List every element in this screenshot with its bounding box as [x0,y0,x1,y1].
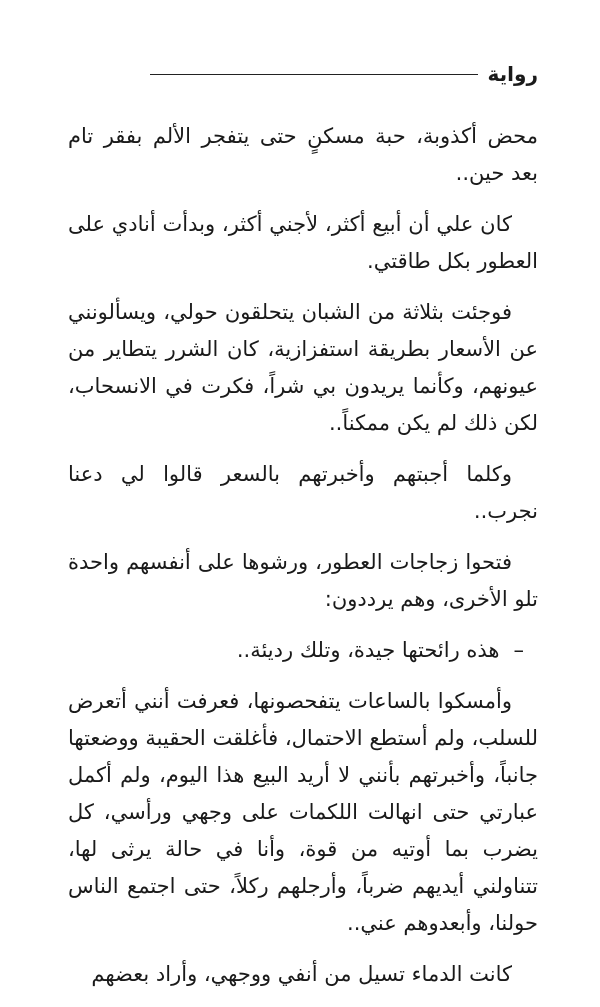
body-text [68,118,538,1007]
paragraph: كانت الدماء تسيل من أنفي ووجهي، وأراد بعضهم [91,962,512,986]
dialogue-dash: – [513,638,524,662]
dialogue-line [68,632,538,669]
section-title: رواية [487,62,538,86]
paragraph: محض أكذوبة، حبة مسكنٍ حتى يتفجر الألم بفقر تام بعد حين.. [68,124,538,185]
paragraph: فتحوا زجاجات العطور، ورشوها على أنفسهم واحدة تلو الأخرى، وهم يرددون: [68,550,538,611]
paragraph: وأمسكوا بالساعات يتفحصونها، فعرفت أنني أتعرض للسلب، ولم أستطع الاحتمال، فأغلقت الحقيبة ووضعتها جانباً، وأخبرتهم بأنني لا أريد البيع هذا اليوم، ولم أكمل عبارتي حتى انهالت اللكمات على وجهي ورأسي، كل يضرب بما أوتيه من قوة، وأنا في حالة يرثى لها، تتناولني أيديهم ضرباً، وأرجلهم ركلاً، حتى اجتمع الناس حولنا، وأبعدوهم عني.. [68,689,538,935]
dialogue-text: هذه رائحتها جيدة، وتلك رديئة.. [236,638,500,662]
paragraph: فوجئت بثلاثة من الشبان يتحلقون حولي، ويسألونني عن الأسعار بطريقة استفزازية، كان الشرر يتطاير من عيونهم، وكأنما يريدون بي شراً، فكرت في الانسحاب، لكن ذلك لم يكن ممكناً.. [68,300,538,435]
header-rule [150,74,478,75]
paragraph: وكلما أجبتهم وأخبرتهم بالسعر قالوا لي دعنا نجرب.. [68,462,538,523]
paragraph: كان علي أن أبيع أكثر، لأجني أكثر، وبدأت أنادي على العطور بكل طاقتي. [68,212,538,273]
page-header [150,54,538,94]
